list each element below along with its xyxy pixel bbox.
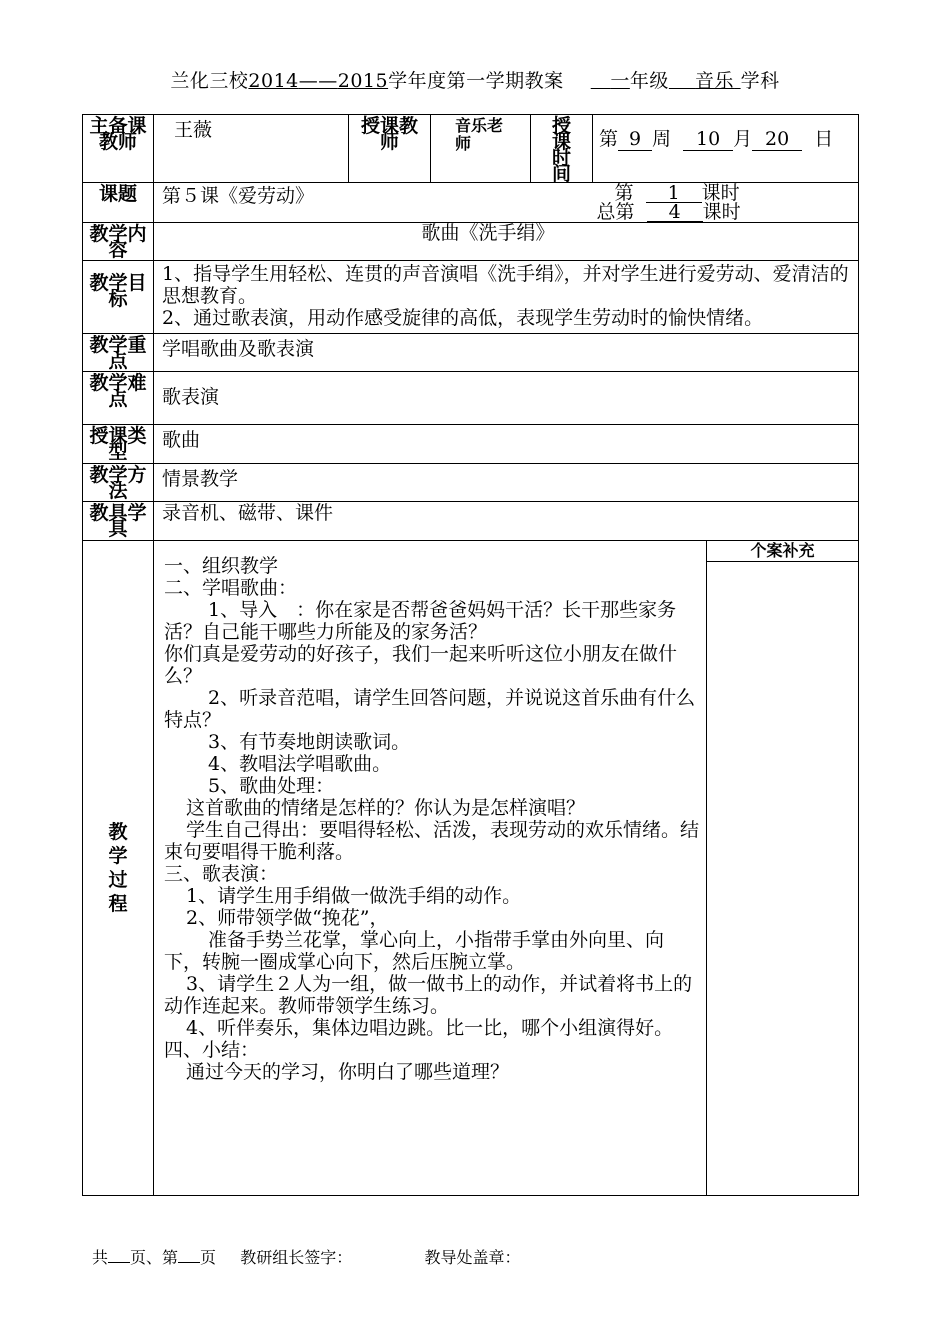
process-line: 学生自己得出：要唱得轻松、活泼，表现劳动的欢乐情绪。结束句要唱得干脆利落。 xyxy=(164,819,700,863)
teach-time-label: 授课时间 xyxy=(531,115,593,183)
subject-suffix: 学科 xyxy=(740,70,780,92)
process-content xyxy=(154,541,707,1196)
process-line: 三、歌表演： xyxy=(164,863,279,885)
lesson-count: 第 1 课时 总第 4 课时 xyxy=(593,183,859,223)
school-name: 兰化三校 xyxy=(170,70,249,92)
week-number: 9 xyxy=(618,128,652,151)
process-line: 2、师带领学做“挽花”， xyxy=(186,907,389,929)
teach-teacher-value: 音乐老师 xyxy=(431,115,531,183)
process-line: 4、听伴奏乐，集体边唱边跳。比一比，哪个小组演得好。 xyxy=(186,1017,674,1039)
key-points-label: 教学重点 xyxy=(83,334,154,372)
page-title xyxy=(0,66,950,93)
teach-teacher-label: 授课教师 xyxy=(349,115,431,183)
topic-label: 课题 xyxy=(83,183,154,223)
process-line: 5、歌曲处理： xyxy=(208,775,335,797)
goals-value xyxy=(154,261,859,334)
month-number: 10 xyxy=(683,128,733,151)
day-number: 20 xyxy=(752,128,802,151)
process-line: 准备手势兰花掌，掌心向上，小指带手掌由外向里、向下，转腕一圈成掌心向下，然后压腕立掌。 xyxy=(164,929,665,973)
process-line: 1、导入 ：你在家是否帮爸爸妈妈干活？长干那些家务活？自己能干哪些力所能及的家务活？ xyxy=(164,599,677,643)
tools-value: 录音机、磁带、课件 xyxy=(154,502,859,541)
teach-date: 第 9 周 10 月 20 日 xyxy=(593,115,859,183)
process-line: 3、有节奏地朗读歌词。 xyxy=(208,731,411,753)
process-line: 四、小结： xyxy=(164,1039,260,1061)
process-line: 4、教唱法学唱歌曲。 xyxy=(208,753,392,775)
prep-teacher-value: 王薇 xyxy=(154,115,349,183)
difficulty-value: 歌表演 xyxy=(154,372,859,425)
lesson-plan-table xyxy=(82,114,859,1196)
lesson-number: 1 xyxy=(646,184,702,203)
key-points-value: 学唱歌曲及歌表演 xyxy=(154,334,859,372)
goal-line: 1、指导学生用轻松、连贯的声音演唱《洗手绢》，并对学生进行爱劳动、爱清洁的思想教育。 xyxy=(162,263,849,307)
case-supplement-cell xyxy=(707,541,859,1196)
method-value: 情景教学 xyxy=(154,464,859,502)
goals-label: 教学目标 xyxy=(83,261,154,334)
term-label: 学年度第一学期教案 xyxy=(388,70,564,92)
stamp-label: 教导处盖章： xyxy=(424,1248,521,1267)
topic-value: 第５课《爱劳动》 xyxy=(154,183,593,223)
year-range: 2014——2015 xyxy=(248,70,389,92)
lesson-type-label: 授课类型 xyxy=(83,425,154,464)
prep-teacher-label: 主备课教师 xyxy=(83,115,154,183)
page-footer: 共 页、第 页 教研组长签字： 教导处盖章： xyxy=(92,1248,521,1267)
process-line: 你们真是爱劳动的好孩子，我们一起来听听这位小朋友在做什么？ xyxy=(164,643,678,687)
subject-value: 音乐 xyxy=(695,70,735,92)
content-label: 教学内容 xyxy=(83,223,154,261)
process-line: 这首歌曲的情绪是怎样的？你认为是怎样演唱？ xyxy=(186,797,586,819)
grade-value: 一 xyxy=(610,70,630,92)
difficulty-label: 教学难点 xyxy=(83,372,154,425)
content-value: 歌曲《洗手绢》 xyxy=(154,223,859,261)
process-line: 1、请学生用手绢做一做洗手绢的动作。 xyxy=(186,885,522,907)
tools-label: 教具学具 xyxy=(83,502,154,541)
goal-line: 2、通过歌表演，用动作感受旋律的高低，表现学生劳动时的愉快情绪。 xyxy=(162,307,764,329)
case-supplement-header: 个案补充 xyxy=(707,541,858,562)
process-label: 教学过程 xyxy=(83,541,154,1196)
process-line: 一、组织教学 xyxy=(164,555,279,577)
method-label: 教学方法 xyxy=(83,464,154,502)
process-line: 2、听录音范唱，请学生回答问题，并说说这首乐曲有什么特点？ xyxy=(164,687,696,731)
sign-label: 教研组长签字： xyxy=(240,1248,353,1267)
process-line: 二、学唱歌曲： xyxy=(164,577,298,599)
total-lesson-number: 4 xyxy=(647,203,703,222)
grade-suffix: 年级 xyxy=(629,70,669,92)
lesson-type-value: 歌曲 xyxy=(154,425,859,464)
process-line: 3、请学生２人为一组，做一做书上的动作，并试着将书上的动作连起来。教师带领学生练习。 xyxy=(164,973,693,1017)
process-line: 通过今天的学习，你明白了哪些道理？ xyxy=(186,1061,510,1083)
